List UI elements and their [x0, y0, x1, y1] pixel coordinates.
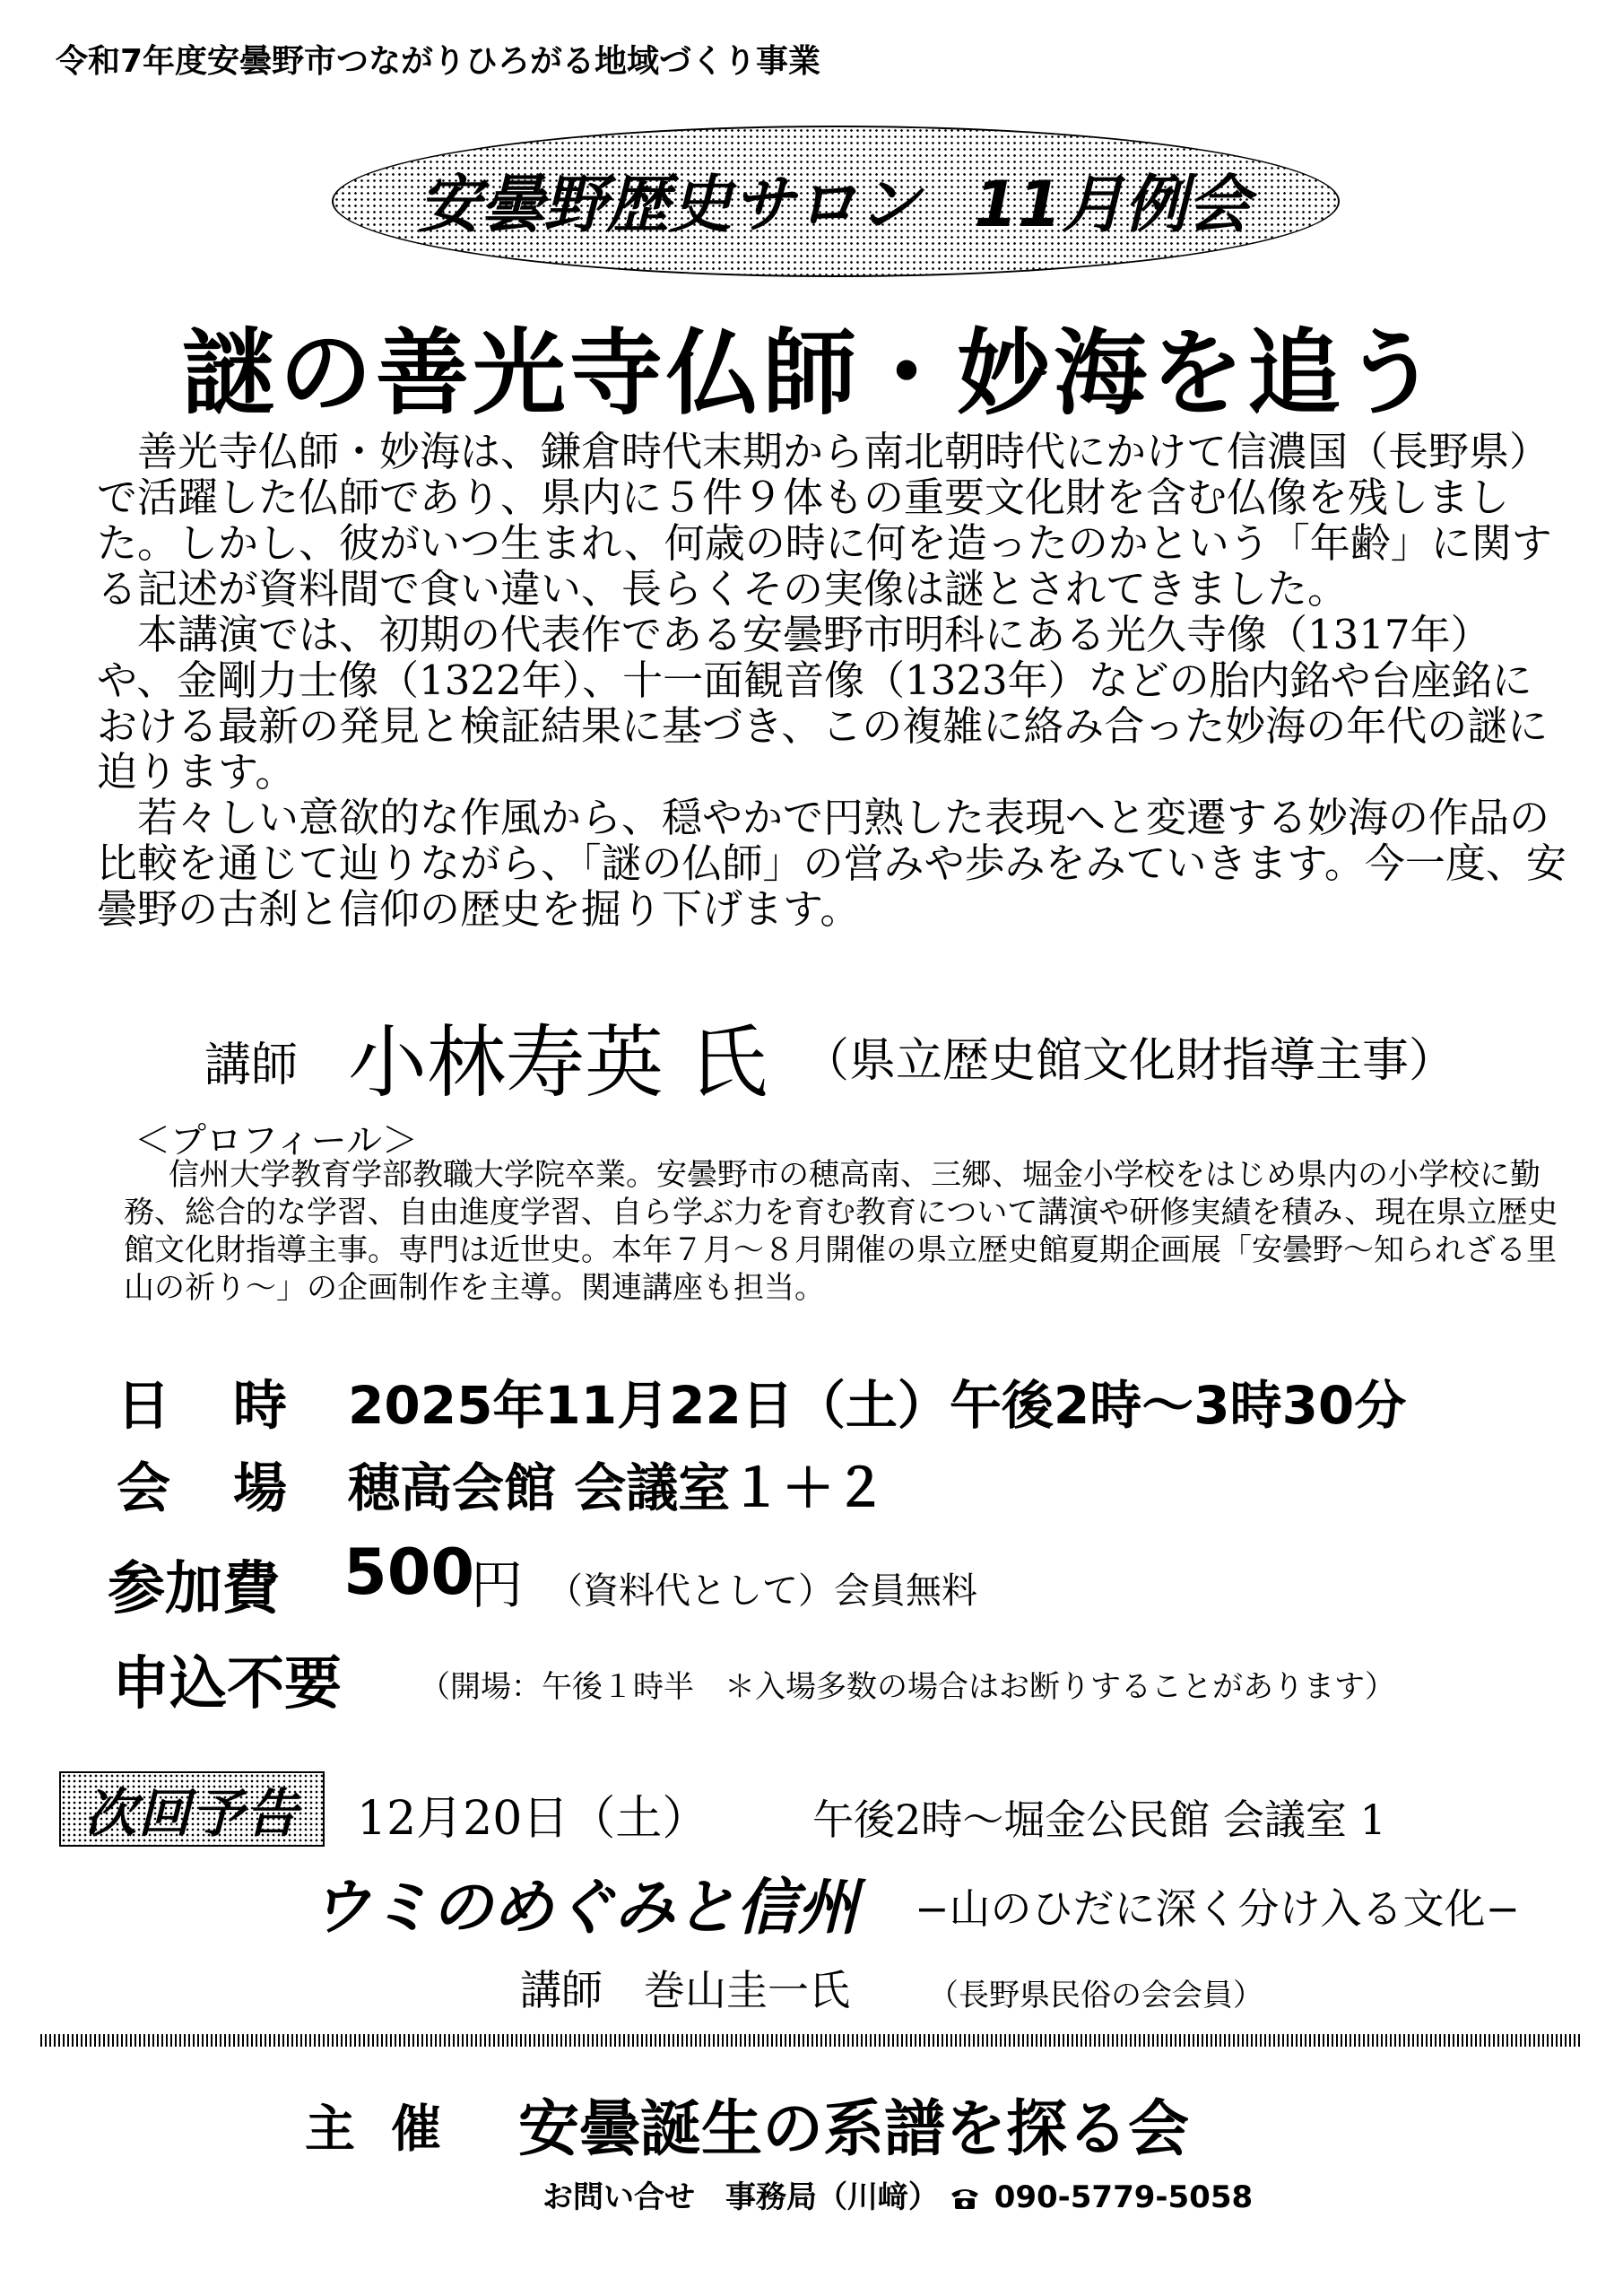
profile-text	[124, 1156, 1558, 1307]
fee-note: （資料代として）会員無料	[547, 1570, 977, 1612]
date-label: 日時	[117, 1375, 350, 1438]
host-name: 安曇誕生の系譜を探る会	[518, 2094, 1190, 2165]
series-month: 11月例会	[974, 168, 1250, 241]
fee-label: 参加費	[108, 1556, 280, 1622]
intro-paragraph: 若々しい意欲的な作風から、穏やかで円熟した表現へと変遷する妙海の作品の比較を通じて辿りながら、「謎の仏師」の営みや歩みをみていきます。今一度、安曇野の古刹と信仰の歴史を掘り下げます。	[97, 794, 1567, 933]
host-label: 主催	[305, 2100, 477, 2159]
intro-paragraph: 善光寺仏師・妙海は、鎌倉時代末期から南北朝時代にかけて信濃国（長野県）で活躍した仏師であり、県内に５件９体もの重要文化財を含む仏像を残しました。しかし、彼がいつ生まれ、何歳の時に何を造ったのかという「年齢」に関する記述が資料間で食い違い、長らくその実像は謎とされてきました。	[97, 428, 1552, 613]
next-event-time-place: 午後2時～堀金公民館 会議室 1	[812, 1796, 1386, 1844]
apply-label: 申込不要	[112, 1651, 342, 1718]
fee-unit: 円	[471, 1554, 524, 1615]
lecturer-label: 講師	[204, 1039, 299, 1092]
section-divider	[40, 2034, 1583, 2047]
fee-amount: 500	[343, 1535, 475, 1609]
series-name: 安曇野歴史サロン	[418, 168, 921, 241]
venue-label: 会場	[117, 1457, 350, 1520]
intro-paragraph: 本講演では、初期の代表作である安曇野市明科にある光久寺像（1317年）や、金剛力士像（1322年）、十一面観音像（1323年）などの胎内銘や台座銘における最新の発見と検証結果に基づき、この複雑に絡み合った妙海の年代の謎に迫ります。	[97, 611, 1549, 796]
lecturer-affiliation: （県立歴史館文化財指導主事）	[803, 1034, 1456, 1088]
profile-heading: ＜プロフィール＞	[135, 1120, 418, 1161]
next-event-lecturer-affiliation: （長野県民俗の会会員）	[928, 1978, 1263, 2013]
next-event-subtitle: −山のひだに深く分け入る文化−	[915, 1884, 1521, 1933]
date-value: 2025年11月22日（土）午後2時～3時30分	[348, 1375, 1407, 1436]
next-event-date: 12月20日（土）	[357, 1792, 709, 1846]
top-caption: 令和7年度安曇野市つながりひろがる地域づくり事業	[56, 43, 821, 80]
series-banner-text	[332, 126, 1336, 274]
apply-note: （開場：午後１時半 ＊入場多数の場合はお断りすることがあります）	[420, 1669, 1395, 1705]
phone-icon	[950, 2187, 980, 2210]
next-event-lecturer: 講師 巻山圭一氏	[520, 1966, 850, 2014]
contact-phone: 090-5779-5058	[994, 2179, 1254, 2215]
profile-paragraph: 信州大学教育学部教職大学院卒業。安曇野市の穂高南、三郷、堀金小学校をはじめ県内の小学校に勤務、総合的な学習、自由進度学習、自ら学ぶ力を育む教育について講演や研修実績を積み、現在県立歴史館文化財指導主事。専門は近世史。本年７月～８月開催の県立歴史館夏期企画展「安曇野～知られざる里山の祈り～」の企画制作を主導。関連講座も担当。	[124, 1157, 1558, 1306]
lecturer-name: 小林寿英 氏	[348, 1016, 768, 1109]
next-event-badge-label: 次回予告	[83, 1783, 299, 1844]
intro-text	[97, 429, 1567, 932]
contact-label: お問い合せ 事務局（川﨑）	[542, 2179, 939, 2215]
next-event-badge	[59, 1771, 325, 1847]
venue-value: 穂高会館 会議室１＋２	[348, 1457, 887, 1518]
contact-line	[542, 2172, 1253, 2216]
main-title: 謎の善光寺仏師・妙海を追う	[181, 318, 1441, 428]
next-event-title: ウミのめぐみと信州	[309, 1873, 859, 1944]
